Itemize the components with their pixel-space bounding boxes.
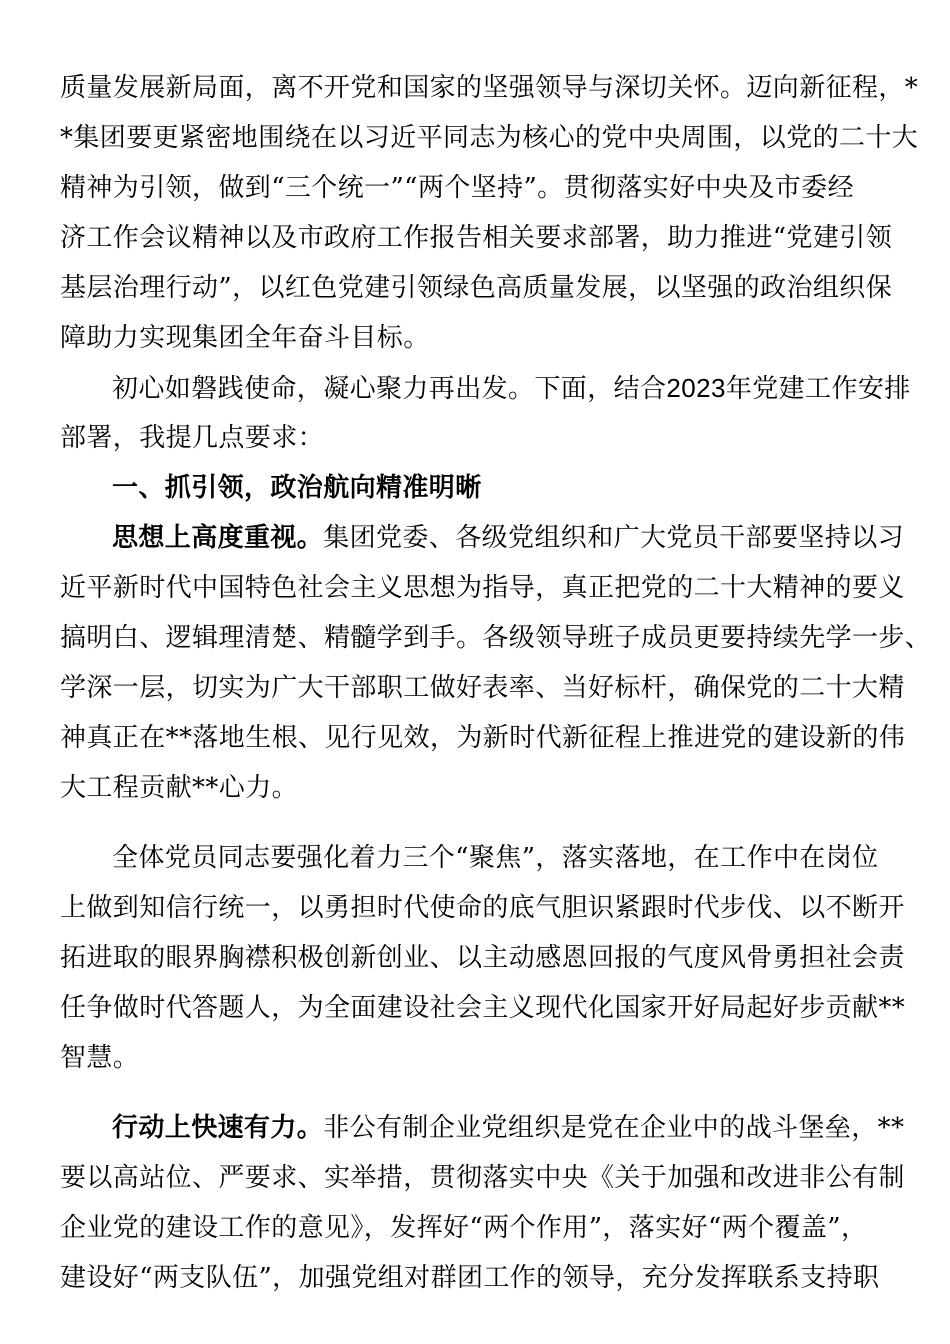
- paragraph-3-line-3: 搞明白、逻辑理清楚、精髓学到手。各级领导班子成员更要持续先学一步、: [60, 623, 932, 653]
- paragraph-4-line-4: 任争做时代答题人，为全面建设社会主义现代化国家开好局起好步贡献**: [60, 993, 906, 1023]
- paragraph-1-line-3: 精神为引领，做到“三个统一”“两个坚持”。贯彻落实好中央及市委经: [60, 173, 854, 203]
- paragraph-2-line-1: [112, 372, 950, 404]
- paragraph-3-line-5: 神真正在**落地生根、见行见效，为新时代新征程上推进党的建设新的伟: [60, 723, 906, 753]
- paragraph-2-text-a: 初心如磐践使命，凝心聚力再出发。下面，结合: [112, 374, 667, 404]
- paragraph-3-line-2: 近平新时代中国特色社会主义思想为指导，真正把党的二十大精神的要义: [60, 573, 905, 603]
- paragraph-2-text-b: 年党建工作安排: [725, 374, 911, 404]
- paragraph-4-line-5: 智慧。: [60, 1043, 140, 1073]
- paragraph-5-text: 非公有制企业党组织是党在企业中的战斗堡垒，**: [323, 1113, 905, 1143]
- paragraph-2-year: 2023: [666, 373, 726, 403]
- paragraph-1-line-4: 济工作会议精神以及市政府工作报告相关要求部署，助力推进“党建引领: [60, 223, 893, 253]
- paragraph-3-text: 集团党委、各级党组织和广大党员干部要坚持以习: [323, 523, 905, 553]
- paragraph-3-line-1: [112, 522, 950, 554]
- paragraph-5-line-3: 企业党的建设工作的意见》，发挥好“两个作用”，落实好“两个覆盖”，: [60, 1213, 868, 1243]
- paragraph-1-line-1: 质量发展新局面，离不开党和国家的坚强领导与深切关怀。迈向新征程，*: [60, 73, 919, 103]
- paragraph-1-line-2: *集团要更紧密地围绕在以习近平同志为核心的党中央周围，以党的二十大: [60, 123, 919, 153]
- paragraph-5-line-1: [112, 1112, 950, 1144]
- paragraph-3-line-4: 学深一层，切实为广大干部职工做好表率、当好标杆，确保党的二十大精: [60, 673, 905, 703]
- paragraph-5-line-4: 建设好“两支队伍”，加强党组对群团工作的领导，充分发挥联系支持职: [60, 1263, 880, 1293]
- paragraph-2-line-2: 部署，我提几点要求：: [60, 423, 325, 453]
- section-heading: 一、抓引领，政治航向精准明晰: [112, 473, 482, 503]
- paragraph-5-lead: 行动上快速有力。: [112, 1113, 324, 1143]
- paragraph-1-line-6: 障助力实现集团全年奋斗目标。: [60, 323, 430, 353]
- paragraph-1-line-5: 基层治理行动”，以红色党建引领绿色高质量发展，以坚强的政治组织保: [60, 273, 893, 303]
- paragraph-4-line-3: 拓进取的眼界胸襟积极创新创业、以主动感恩回报的气度风骨勇担社会责: [60, 943, 905, 973]
- paragraph-5-line-2: 要以高站位、严要求、实举措，贯彻落实中央《关于加强和改进非公有制: [60, 1163, 905, 1193]
- paragraph-3-lead: 思想上高度重视。: [112, 523, 324, 553]
- paragraph-3-line-6: 大工程贡献**心力。: [60, 773, 299, 803]
- paragraph-4-line-1: 全体党员同志要强化着力三个“聚焦”，落实落地，在工作中在岗位: [112, 843, 879, 873]
- paragraph-4-line-2: 上做到知信行统一，以勇担时代使命的底气胆识紧跟时代步伐、以不断开: [60, 893, 905, 923]
